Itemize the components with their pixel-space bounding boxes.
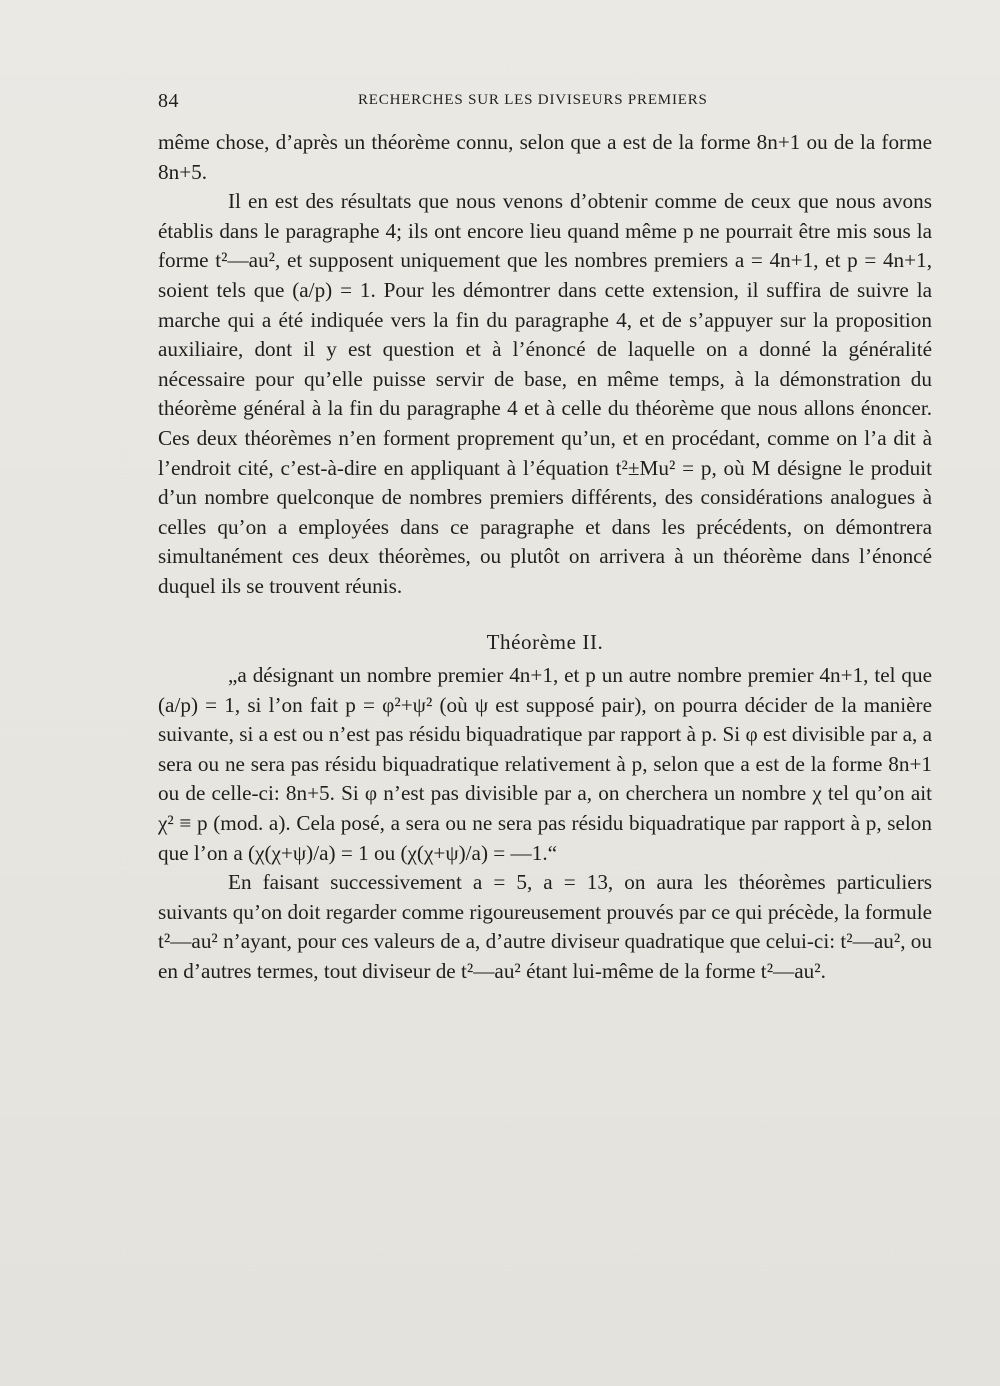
running-title: RECHERCHES SUR LES DIVISEURS PREMIERS [358,92,708,108]
paragraph-2: Il en est des résultats que nous venons d’obtenir comme de ceux que nous avons établis dans le paragraphe 4; ils ont encore lieu quand même p ne pourrait être mis sous la forme t²—au², et supposent uniquement que les nombres premiers a = 4n+1, et p = 4n+1, soient tels que (a/p) = 1. Pour les démontrer dans cette extension, il suffira de suivre la marche qui a été indiquée vers la fin du paragraphe 4, et de s’appuyer sur la proposition auxiliaire, dont il y est question et à l’énoncé de laquelle on a donné la généralité nécessaire pour qu’elle puisse servir de base, en même temps, à la démonstration du théorème général à la fin du paragraphe 4 et à celle du théorème que nous allons énoncer. Ces deux théorèmes n’en forment proprement qu’un, et en procédant, comme on l’a dit à l’endroit cité, c’est-à-dire en appliquant à l’équation t²±Mu² = p, où M désigne le produit d’un nombre quelconque de nombres premiers différents, des considérations analogues à celles qu’on a employées dans ce paragraphe et dans les précédents, on démontrera simultanément ces deux théorèmes, ou plutôt on arrivera à un théorème dans l’énoncé duquel ils se trouvent réunis. [158,189,932,598]
paragraph-1: même chose, d’après un théorème connu, selon que a est de la forme 8n+1 ou de la forme 8n+5. [158,130,932,184]
body-text [158,128,932,987]
closing-paragraph: En faisant successivement a = 5, a = 13, on aura les théorèmes particuliers suivants qu’on doit regarder comme rigoureusement prouvés par ce qui précède, la formule t²—au² n’ayant, pour ces valeurs de a, d’autre diviseur quadratique que celui-ci: t²—au², ou en d’autres termes, tout diviseur de t²—au² étant lui-même de la forme t²—au². [158,870,932,984]
page-number: 84 [158,90,179,112]
theorem-statement: „a désignant un nombre premier 4n+1, et p un autre nombre premier 4n+1, tel que (a/p) = 1, si l’on fait p = φ²+ψ² (où ψ est supposé pair), on pourra décider de la manière suivante, si a est ou n’est pas résidu biquadratique par rapport à p. Si φ est divisible par a, a sera ou ne sera pas résidu biquadratique relativement à p, selon que a est de la forme 8n+1 ou de celle-ci: 8n+5. Si φ n’est pas divisible par a, on cherchera un nombre χ tel qu’on ait χ² ≡ p (mod. a). Cela posé, a sera ou ne sera pas résidu biquadratique par rapport à p, selon que l’on a (χ(χ+ψ)/a) = 1 ou (χ(χ+ψ)/a) = —1.“ [158,663,932,865]
theorem-title: Théorème II. [486,629,604,654]
